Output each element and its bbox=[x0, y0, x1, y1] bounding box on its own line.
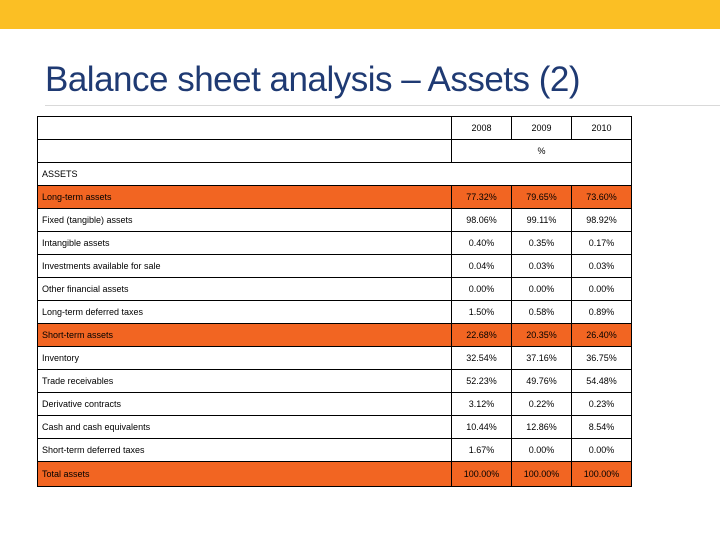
value-cell: 54.48% bbox=[572, 370, 632, 393]
value-cell: 1.50% bbox=[452, 301, 512, 324]
value-cell: 77.32% bbox=[452, 186, 512, 209]
row-label: Total assets bbox=[38, 462, 452, 487]
row-label: Trade receivables bbox=[38, 370, 452, 393]
table-row bbox=[38, 370, 632, 393]
value-cell: 12.86% bbox=[512, 416, 572, 439]
value-cell: 0.58% bbox=[512, 301, 572, 324]
unit-label: % bbox=[452, 140, 632, 163]
value-cell: 98.92% bbox=[572, 209, 632, 232]
value-cell: 8.54% bbox=[572, 416, 632, 439]
year-header: 2009 bbox=[512, 117, 572, 140]
row-label: Investments available for sale bbox=[38, 255, 452, 278]
year-header-row bbox=[38, 117, 632, 140]
table-row bbox=[38, 209, 632, 232]
value-cell: 0.03% bbox=[512, 255, 572, 278]
value-cell: 0.89% bbox=[572, 301, 632, 324]
table-row bbox=[38, 462, 632, 487]
value-cell: 0.00% bbox=[512, 439, 572, 462]
value-cell: 49.76% bbox=[512, 370, 572, 393]
value-cell: 0.17% bbox=[572, 232, 632, 255]
row-label: Short-term assets bbox=[38, 324, 452, 347]
row-label: Long-term assets bbox=[38, 186, 452, 209]
value-cell: 0.03% bbox=[572, 255, 632, 278]
header-label-cell bbox=[38, 117, 452, 140]
value-cell: 0.00% bbox=[572, 439, 632, 462]
section-label: ASSETS bbox=[38, 163, 632, 186]
value-cell: 79.65% bbox=[512, 186, 572, 209]
slide-title: Balance sheet analysis – Assets (2) bbox=[45, 60, 581, 99]
value-cell: 0.23% bbox=[572, 393, 632, 416]
table-row bbox=[38, 347, 632, 370]
year-header: 2010 bbox=[572, 117, 632, 140]
value-cell: 0.00% bbox=[452, 278, 512, 301]
value-cell: 0.00% bbox=[572, 278, 632, 301]
value-cell: 10.44% bbox=[452, 416, 512, 439]
row-label: Long-term deferred taxes bbox=[38, 301, 452, 324]
value-cell: 98.06% bbox=[452, 209, 512, 232]
row-label: Short-term deferred taxes bbox=[38, 439, 452, 462]
row-label: Fixed (tangible) assets bbox=[38, 209, 452, 232]
table-row bbox=[38, 232, 632, 255]
data-rows bbox=[38, 186, 632, 487]
value-cell: 0.04% bbox=[452, 255, 512, 278]
value-cell: 0.35% bbox=[512, 232, 572, 255]
value-cell: 22.68% bbox=[452, 324, 512, 347]
value-cell: 0.22% bbox=[512, 393, 572, 416]
row-label: Intangible assets bbox=[38, 232, 452, 255]
table-row bbox=[38, 439, 632, 462]
table-row bbox=[38, 301, 632, 324]
year-header: 2008 bbox=[452, 117, 512, 140]
value-cell: 3.12% bbox=[452, 393, 512, 416]
value-cell: 0.40% bbox=[452, 232, 512, 255]
value-cell: 20.35% bbox=[512, 324, 572, 347]
balance-sheet-table bbox=[37, 116, 632, 487]
table-row bbox=[38, 416, 632, 439]
section-row bbox=[38, 163, 632, 186]
unit-label-cell bbox=[38, 140, 452, 163]
table-row bbox=[38, 278, 632, 301]
value-cell: 0.00% bbox=[512, 278, 572, 301]
title-divider bbox=[45, 105, 720, 106]
value-cell: 99.11% bbox=[512, 209, 572, 232]
top-accent-bar bbox=[0, 0, 720, 29]
value-cell: 26.40% bbox=[572, 324, 632, 347]
value-cell: 1.67% bbox=[452, 439, 512, 462]
table-row bbox=[38, 255, 632, 278]
value-cell: 32.54% bbox=[452, 347, 512, 370]
value-cell: 37.16% bbox=[512, 347, 572, 370]
value-cell: 73.60% bbox=[572, 186, 632, 209]
row-label: Other financial assets bbox=[38, 278, 452, 301]
value-cell: 36.75% bbox=[572, 347, 632, 370]
table-row bbox=[38, 324, 632, 347]
row-label: Inventory bbox=[38, 347, 452, 370]
value-cell: 52.23% bbox=[452, 370, 512, 393]
row-label: Cash and cash equivalents bbox=[38, 416, 452, 439]
value-cell: 100.00% bbox=[452, 462, 512, 487]
value-cell: 100.00% bbox=[572, 462, 632, 487]
value-cell: 100.00% bbox=[512, 462, 572, 487]
unit-row bbox=[38, 140, 632, 163]
row-label: Derivative contracts bbox=[38, 393, 452, 416]
table-row bbox=[38, 393, 632, 416]
table-row bbox=[38, 186, 632, 209]
